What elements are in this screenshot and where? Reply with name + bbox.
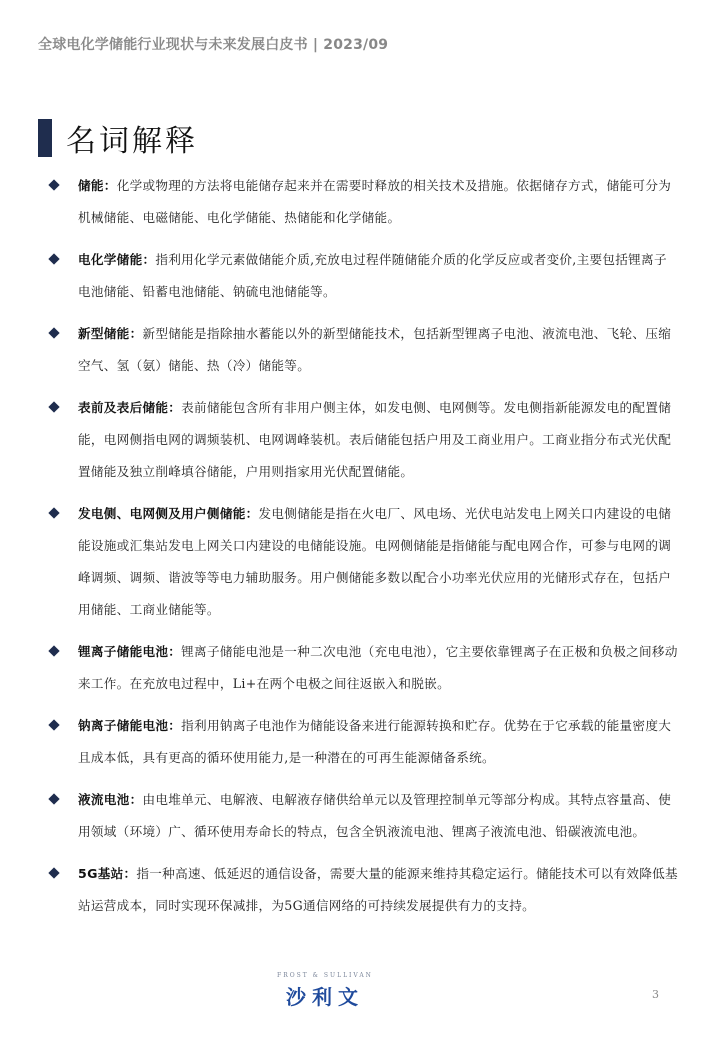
term-definition: 指一种高速、低延迟的通信设备，需要大量的能源来维持其稳定运行。储能技术可以有效降低基站运营成本，同时实现环保减排，为5G通信网络的可持续发展提供有力的支持。 [78, 866, 678, 913]
term-name: 新型储能： [78, 326, 143, 341]
diamond-bullet-icon [48, 507, 59, 518]
diamond-bullet-icon [48, 179, 59, 190]
glossary-item [48, 318, 678, 382]
term-name: 液流电池： [78, 792, 143, 807]
glossary-item [48, 710, 678, 774]
logo-english-text: FROST & SULLIVAN [277, 972, 373, 979]
term-definition: 表前储能包含所有非用户侧主体，如发电侧、电网侧等。发电侧指新能源发电的配置储能，电网侧指电网的调频装机、电网调峰装机。表后储能包括户用及工商业用户。工商业指分布式光伏配置储能及独立削峰填谷储能，户用则指家用光伏配置储能。 [78, 400, 672, 479]
glossary-item [48, 392, 678, 488]
diamond-bullet-icon [48, 253, 59, 264]
term-definition: 由电堆单元、电解液、电解液存储供给单元以及管理控制单元等部分构成。其特点容量高、使用领域（环境）广、循环使用寿命长的特点，包含全钒液流电池、锂离子液流电池、铅碳液流电池。 [78, 792, 672, 839]
glossary-item [48, 858, 678, 922]
diamond-bullet-icon [48, 719, 59, 730]
glossary-item [48, 244, 678, 308]
section-title: 名词解释 [66, 124, 198, 159]
title-accent-bar [38, 119, 52, 157]
term-name: 钠离子储能电池： [78, 718, 182, 733]
diamond-bullet-icon [48, 327, 59, 338]
diamond-bullet-icon [48, 645, 59, 656]
term-name: 发电侧、电网侧及用户侧储能： [78, 506, 259, 521]
glossary-list [48, 170, 678, 932]
term-name: 电化学储能： [78, 252, 156, 267]
glossary-item [48, 636, 678, 700]
document-header: 全球电化学储能行业现状与未来发展白皮书 | 2023/09 [38, 37, 389, 53]
term-name: 5G基站： [78, 866, 137, 881]
term-definition: 指利用钠离子电池作为储能设备来进行能源转换和贮存。优势在于它承载的能量密度大且成本低，具有更高的循环使用能力,是一种潜在的可再生能源储备系统。 [78, 718, 672, 765]
term-definition: 化学或物理的方法将电能储存起来并在需要时释放的相关技术及措施。依据储存方式，储能可分为机械储能、电磁储能、电化学储能、热储能和化学储能。 [78, 178, 672, 225]
diamond-bullet-icon [48, 401, 59, 412]
company-logo [270, 972, 380, 1010]
term-name: 储能： [78, 178, 117, 193]
glossary-item [48, 498, 678, 626]
term-name: 表前及表后储能： [78, 400, 182, 415]
logo-chinese-text: 沙利文 [286, 985, 364, 1009]
diamond-bullet-icon [48, 867, 59, 878]
term-definition: 指利用化学元素做储能介质,充放电过程伴随储能介质的化学反应或者变价,主要包括锂离子电池储能、铅蓄电池储能、钠硫电池储能等。 [78, 252, 667, 299]
glossary-item [48, 784, 678, 848]
term-definition: 锂离子储能电池是一种二次电池（充电电池），它主要依靠锂离子在正极和负极之间移动来工作。在充放电过程中，Li+在两个电极之间往返嵌入和脱嵌。 [78, 644, 678, 691]
term-definition: 新型储能是指除抽水蓄能以外的新型储能技术，包括新型锂离子电池、液流电池、飞轮、压缩空气、氢（氨）储能、热（冷）储能等。 [78, 326, 672, 373]
term-name: 锂离子储能电池： [78, 644, 182, 659]
page-number: 3 [652, 988, 659, 1001]
term-definition: 发电侧储能是指在火电厂、风电场、光伏电站发电上网关口内建设的电储能设施或汇集站发电上网关口内建设的电储能设施。电网侧储能是指储能与配电网合作，可参与电网的调峰调频、调频、谐波等等电力辅助服务。用户侧储能多数以配合小功率光伏应用的光储形式存在，包括户用储能、工商业储能等。 [78, 506, 672, 617]
glossary-item [48, 170, 678, 234]
diamond-bullet-icon [48, 793, 59, 804]
section-heading [38, 116, 198, 160]
